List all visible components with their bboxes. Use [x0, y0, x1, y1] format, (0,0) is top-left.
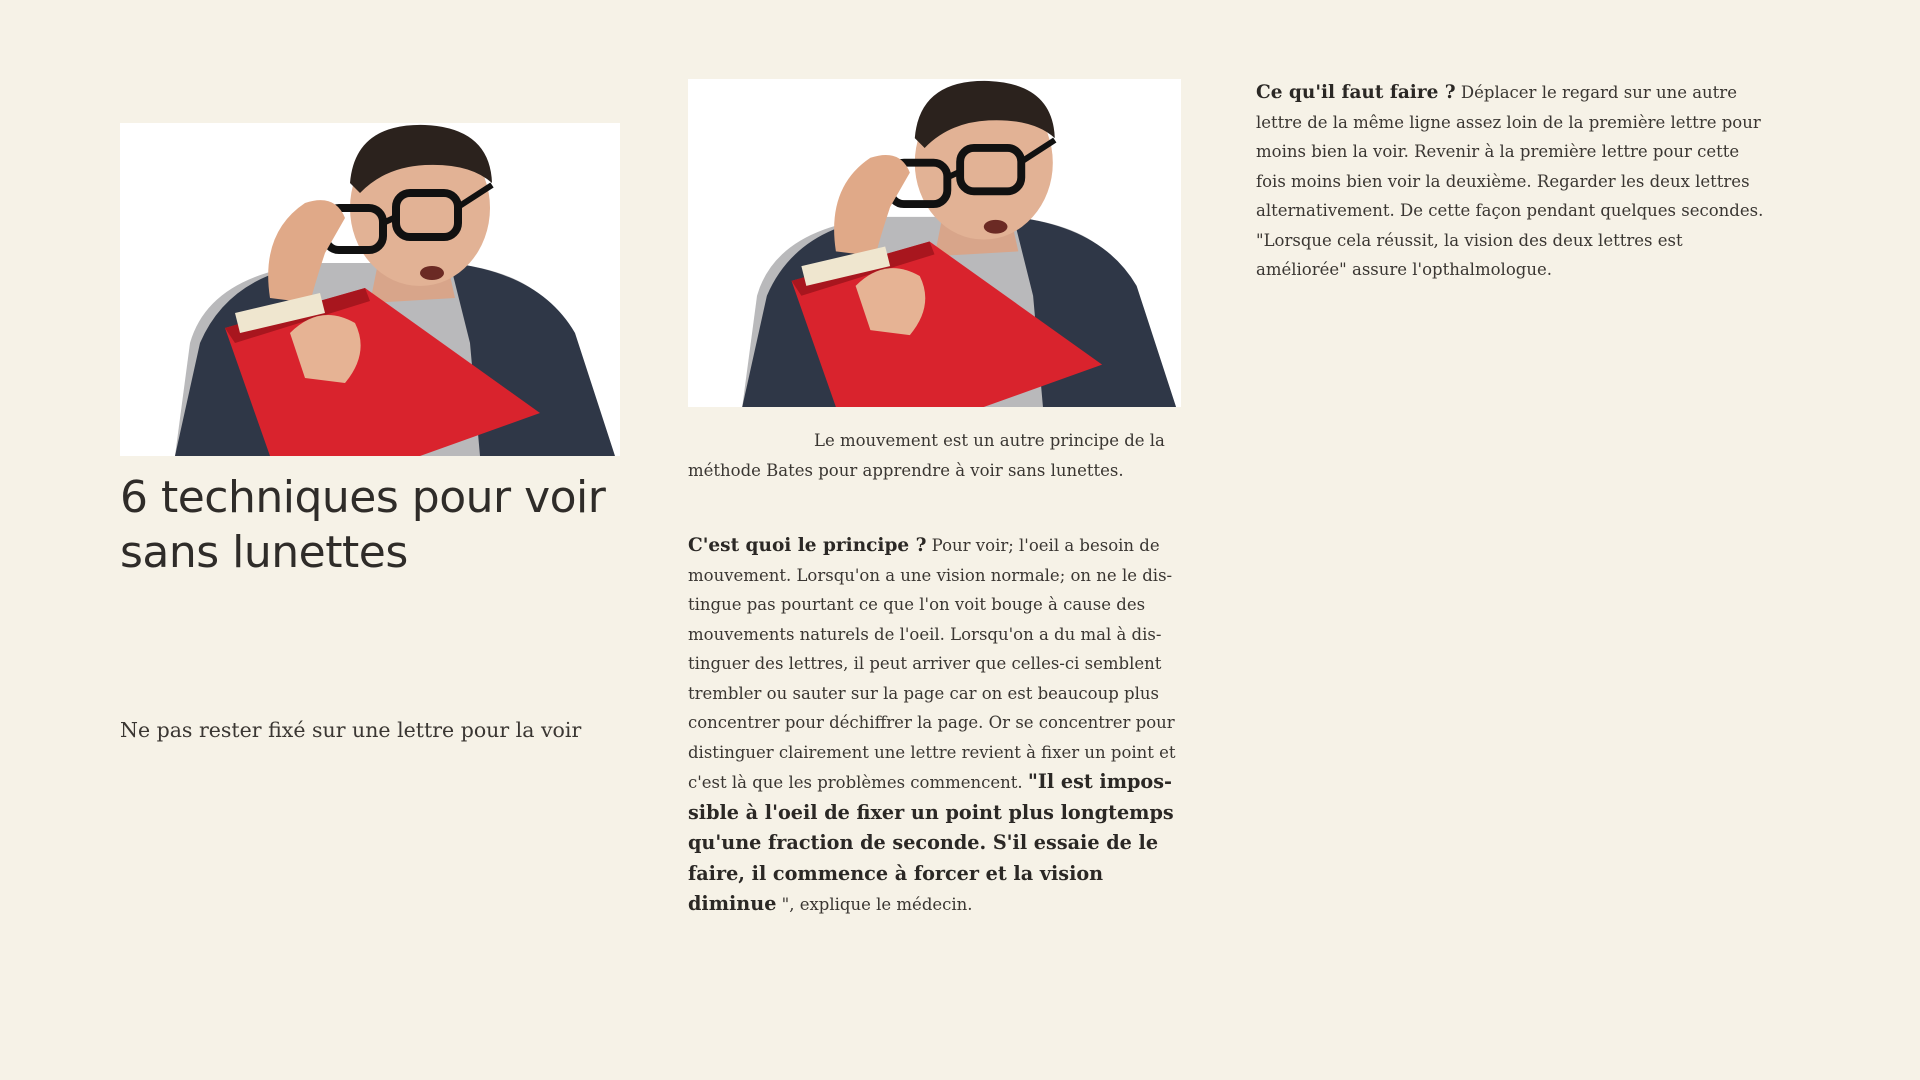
man-reading-photo [688, 79, 1181, 407]
todo-text: Déplacer le regard sur une autre lettre de la même ligne assez loin de la première lettre pour moins bien la voir. Revenir à la première lettre pour cette fois moins bien voir la deuxième. Regarder les deux lettres alternativement. De cette façon pendant quelques secondes. "Lorsque cela réussit, la vision des deux lettres est améliorée" assure l'opthalmologue. [1256, 83, 1764, 279]
article-headline: 6 techniques pour voir sans lunettes [120, 472, 606, 578]
photo-caption: Le mouvement est un autre principe de la méthode Bates pour apprendre à voir sans lunettes. [688, 431, 1165, 480]
principle-paragraph [688, 531, 1193, 920]
man-reading-photo [120, 123, 620, 456]
todo-paragraph [1256, 78, 1766, 285]
principle-quote: "Il est impossible à l'oeil de fixer un point plus longtemps qu'une fraction de seconde. S'il essaie de le faire, il commence à forcer et la vision diminue [688, 770, 1174, 915]
principle-tail: ", explique le médecin. [776, 895, 973, 914]
article-subhead: Ne pas rester fixé sur une lettre pour la voir [120, 718, 582, 742]
todo-lead: Ce qu'il faut faire ? [1256, 82, 1456, 103]
principle-text: Pour voir; l'oeil a besoin de mouvement. Lorsqu'on a une vision normale; on ne le distingue pas pourtant ce que l'on voit bouge à cause des mouvements naturels de l'oeil. Lorsqu'on a du mal à distinguer des lettres, il peut arriver que celles-ci semblent trembler ou sauter sur la page car on est beaucoup plus concentrer pour déchiffrer la page. Or se concentrer pour distinguer clairement une lettre revient à fixer un point et c'est là que les problèmes commencent. [688, 536, 1176, 792]
principle-lead: C'est quoi le principe ? [688, 535, 927, 556]
